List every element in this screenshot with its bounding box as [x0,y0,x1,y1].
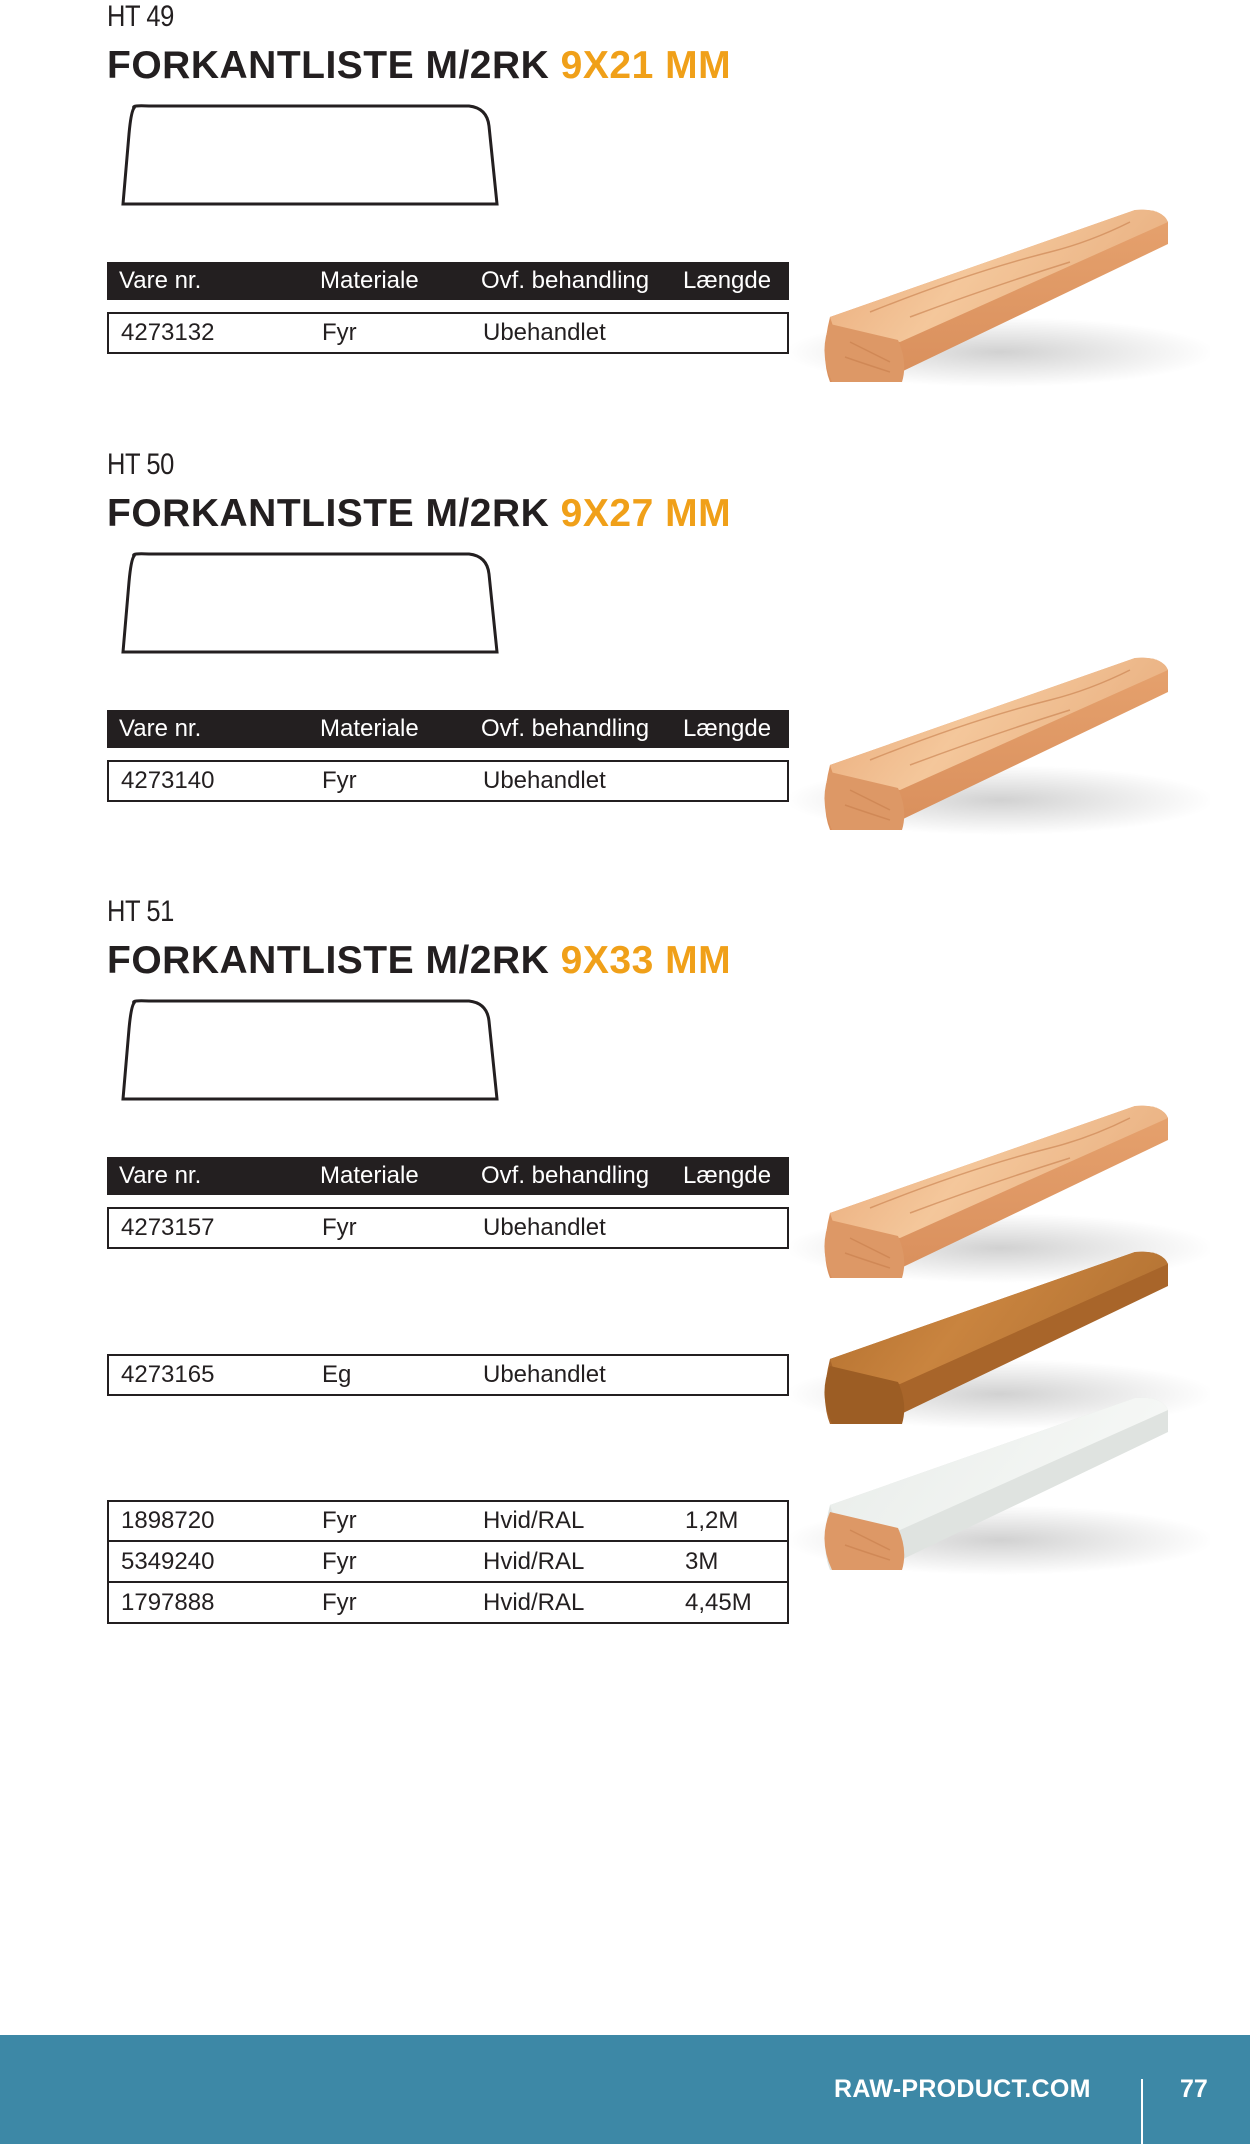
product-image-white [790,1380,1210,1580]
page-footer [0,2035,1250,2144]
table-row: 4273140 Fyr Ubehandlet [107,760,789,802]
profile-outline [119,548,501,688]
product-title: FORKANTLISTE M/2RK 9X33 MM [107,939,732,982]
header-vare-nr: Vare nr. [119,267,202,294]
header-laengde: Længde [683,267,772,294]
header-vare-nr: Vare nr. [119,715,202,742]
table-row: 4273157 Fyr Ubehandlet [107,1207,789,1249]
table-header [107,262,789,300]
page-number: 77 [1180,2075,1208,2103]
profile-outline [119,995,501,1135]
product-code: HT 49 [107,0,174,33]
product-code: HT 51 [107,895,174,928]
table-row: 5349240 Fyr Hvid/RAL 3M [107,1542,789,1583]
header-materiale: Materiale [320,1162,419,1189]
product-code: HT 50 [107,448,174,481]
product-image-pine [790,640,1210,840]
table-header [107,710,789,748]
header-behandling: Ovf. behandling [481,267,650,294]
table-row: 4273165 Eg Ubehandlet [107,1354,789,1396]
product-title: FORKANTLISTE M/2RK 9X27 MM [107,492,732,535]
header-behandling: Ovf. behandling [481,715,650,742]
header-materiale: Materiale [320,715,419,742]
header-materiale: Materiale [320,267,419,294]
footer-divider [1141,2079,1143,2144]
product-dimension: 9X33 MM [560,939,732,982]
header-laengde: Længde [683,1162,772,1189]
table-row: 1797888 Fyr Hvid/RAL 4,45M [107,1583,789,1624]
header-vare-nr: Vare nr. [119,1162,202,1189]
profile-outline [119,100,501,240]
product-dimension: 9X21 MM [560,44,732,87]
table-header [107,1157,789,1195]
table-row: 4273132 Fyr Ubehandlet [107,312,789,354]
website-link[interactable]: RAW-PRODUCT.COM [834,2075,1091,2103]
product-image-pine [790,192,1210,392]
header-laengde: Længde [683,715,772,742]
table-row: 1898720 Fyr Hvid/RAL 1,2M [107,1500,789,1542]
product-dimension: 9X27 MM [560,492,732,535]
header-behandling: Ovf. behandling [481,1162,650,1189]
product-title: FORKANTLISTE M/2RK 9X21 MM [107,44,732,87]
